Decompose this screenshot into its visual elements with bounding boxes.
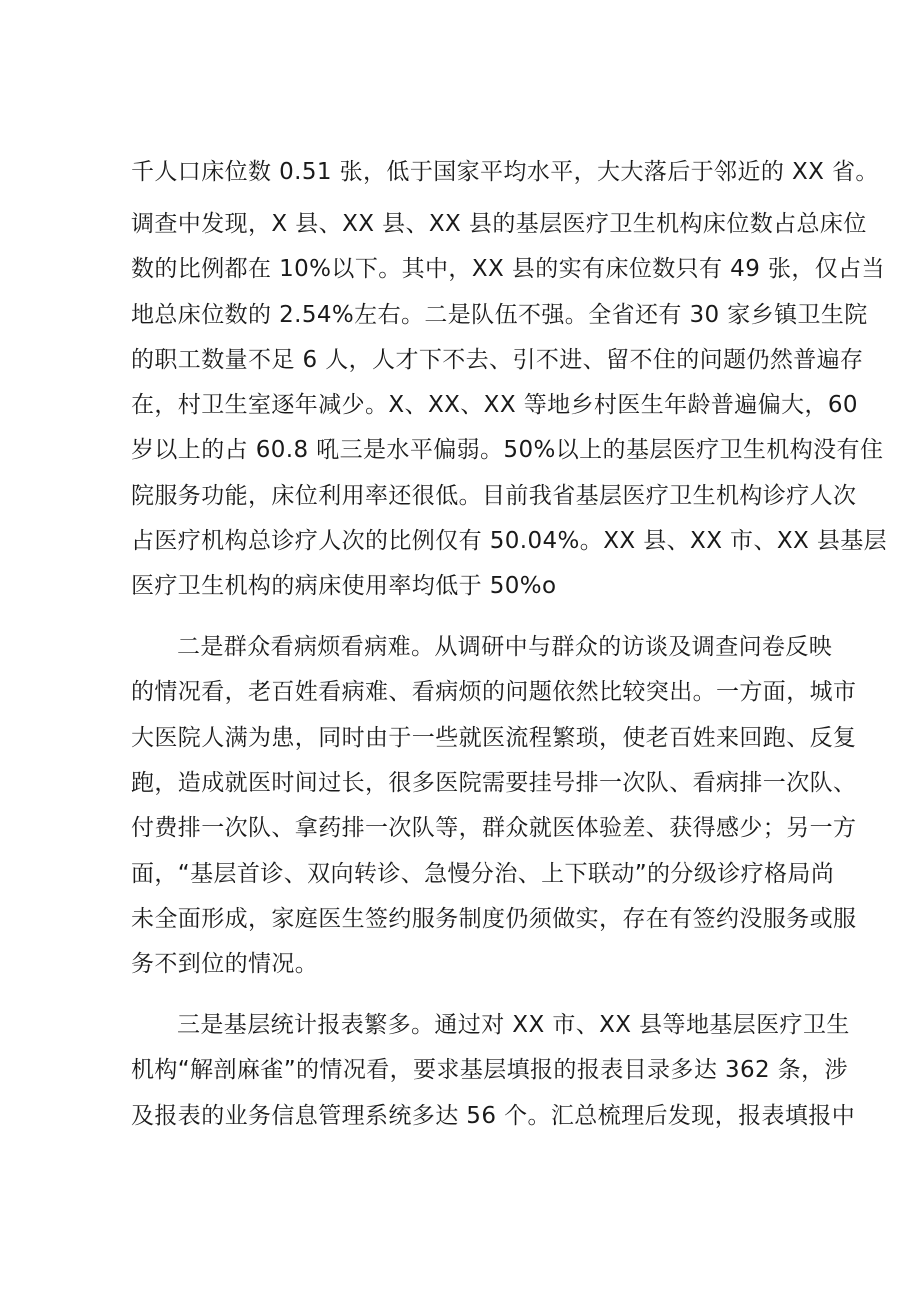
text-line: 的职工数量不足 6 人，人才下不去、引不进、留不住的问题仍然普遍存 — [131, 347, 864, 373]
text-line: 及报表的业务信息管理系统多达 56 个。汇总梳理后发现，报表填报中 — [131, 1103, 856, 1129]
text-line: 地总床位数的 2.54%左右。二是队伍不强。全省还有 30 家乡镇卫生院 — [131, 302, 868, 328]
text-line: 付费排一次队、拿药排一次队等，群众就医体验差、获得感少；另一方 — [131, 815, 857, 841]
text-line: 未全面形成，家庭医生签约服务制度仍须做实，存在有签约没服务或服 — [131, 906, 857, 932]
text-line: 机构“解剖麻雀”的情况看，要求基层填报的报表目录多达 362 条，涉 — [131, 1057, 848, 1083]
text-line: 医疗卫生机构的病床使用率均低于 50%o — [131, 573, 557, 599]
text-line: 岁以上的占 60.8 吼三是水平偏弱。50%以上的基层医疗卫生机构没有住 — [131, 437, 884, 463]
text-line: 在，村卫生室逐年减少。X、XX、XX 等地乡村医生年龄普遍偏大，60 — [131, 392, 858, 418]
text-line: 面，“基层首诊、双向转诊、急慢分治、上下联动”的分级诊疗格局尚 — [131, 861, 835, 887]
text-line: 三是基层统计报表繁多。通过对 XX 市、XX 县等地基层医疗卫生 — [177, 1012, 850, 1038]
text-line: 跑，造成就医时间过长，很多医院需要挂号排一次队、看病排一次队、 — [131, 770, 857, 796]
text-line: 千人口床位数 0.51 张，低于国家平均水平，大大落后于邻近的 XX 省。 — [131, 159, 879, 185]
text-line: 院服务功能，床位利用率还很低。目前我省基层医疗卫生机构诊疗人次 — [131, 483, 857, 509]
text-line: 大医院人满为患，同时由于一些就医流程繁琐，使老百姓来回跑、反复 — [131, 725, 857, 751]
text-line: 务不到位的情况。 — [131, 951, 319, 977]
text-line: 二是群众看病烦看病难。从调研中与群众的访谈及调查问卷反映 — [177, 634, 833, 660]
text-line: 数的比例都在 10%以下。其中，XX 县的实有床位数只有 49 张，仅占当 — [131, 256, 885, 282]
text-line: 占医疗机构总诊疗人次的比例仅有 50.04%。XX 县、XX 市、XX 县基层 — [131, 528, 888, 554]
text-line: 调查中发现，X 县、XX 县、XX 县的基层医疗卫生机构床位数占总床位 — [131, 211, 867, 237]
text-line: 的情况看，老百姓看病难、看病烦的问题依然比较突出。一方面，城市 — [131, 679, 857, 705]
